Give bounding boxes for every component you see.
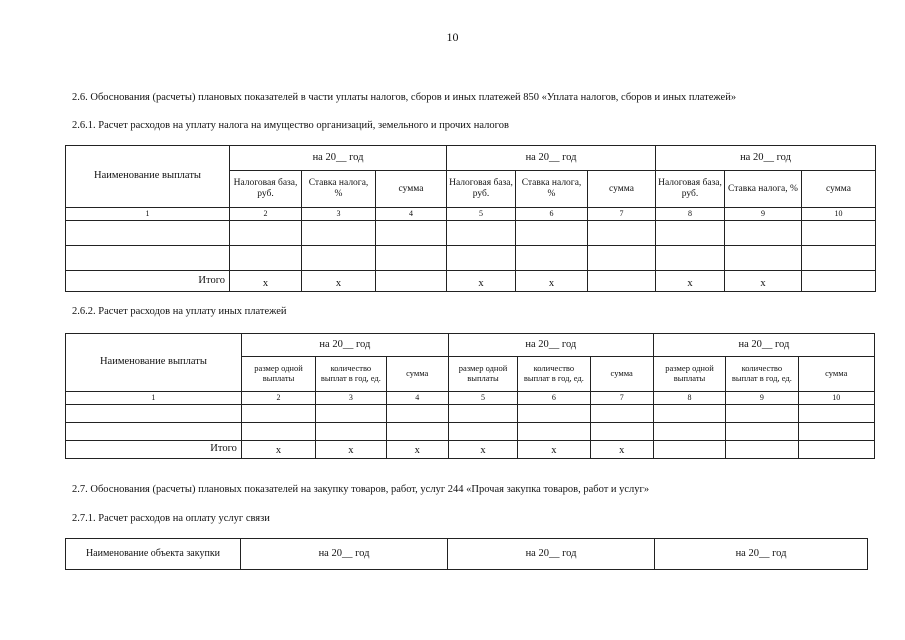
sum-header: сумма — [802, 171, 876, 208]
table-cell[interactable] — [518, 423, 590, 441]
name-header: Наименование выплаты — [66, 334, 242, 392]
table-row — [66, 423, 875, 441]
column-number: 3 — [302, 208, 376, 221]
column-number: 8 — [656, 208, 725, 221]
table-cell[interactable] — [302, 221, 376, 246]
table-cell[interactable] — [376, 246, 447, 271]
x-mark: х — [241, 441, 315, 459]
x-mark: х — [447, 271, 516, 292]
table-cell[interactable] — [802, 221, 876, 246]
table-cell[interactable] — [516, 221, 588, 246]
table-cell[interactable] — [230, 246, 302, 271]
table-cell[interactable] — [588, 221, 656, 246]
year-header: на 20__ год — [448, 539, 655, 570]
column-number: 10 — [798, 392, 874, 405]
payment-count-header: количество выплат в год, ед. — [316, 357, 386, 392]
payment-count-header: количество выплат в год, ед. — [726, 357, 798, 392]
table-cell[interactable] — [798, 441, 874, 459]
table-cell[interactable] — [448, 423, 517, 441]
x-mark: х — [386, 441, 448, 459]
year-header: на 20__ год — [653, 334, 874, 357]
column-number-row — [66, 392, 875, 405]
table-cell[interactable] — [241, 405, 315, 423]
column-number: 1 — [66, 208, 230, 221]
table-cell[interactable] — [590, 405, 653, 423]
object-name-header: Наименование объекта закупки — [66, 539, 241, 570]
table-cell[interactable] — [653, 423, 725, 441]
payment-size-header: размер одной выплаты — [241, 357, 315, 392]
year-header: на 20__ год — [241, 334, 448, 357]
table-cell[interactable] — [726, 423, 798, 441]
table-cell[interactable] — [802, 246, 876, 271]
table-cell[interactable] — [656, 221, 725, 246]
table-row — [66, 405, 875, 423]
total-row — [66, 441, 875, 459]
tax-rate-header: Ставка налога, % — [302, 171, 376, 208]
column-number: 9 — [725, 208, 802, 221]
section-2-7: 2.7. Обоснования (расчеты) плановых показателей на закупку товаров, работ, услуг 244 «Прочая закупка товаров, работ и услуг» — [72, 484, 650, 495]
table-cell[interactable] — [588, 246, 656, 271]
table-cell[interactable] — [241, 423, 315, 441]
table-cell[interactable] — [653, 441, 725, 459]
year-header: на 20__ год — [655, 539, 868, 570]
table-cell[interactable] — [66, 221, 230, 246]
sum-header: сумма — [588, 171, 656, 208]
payment-count-header: количество выплат в год, ед. — [518, 357, 590, 392]
table-cell[interactable] — [798, 405, 874, 423]
x-mark: х — [590, 441, 653, 459]
section-2-7-1: 2.7.1. Расчет расходов на оплату услуг связи — [72, 513, 270, 524]
column-number: 9 — [726, 392, 798, 405]
x-mark: х — [230, 271, 302, 292]
total-label: Итого — [66, 441, 242, 459]
column-number: 4 — [386, 392, 448, 405]
tax-rate-header: Ставка налога, % — [516, 171, 588, 208]
table-cell[interactable] — [448, 405, 517, 423]
column-number: 5 — [447, 208, 516, 221]
table-cell[interactable] — [516, 246, 588, 271]
sum-header: сумма — [590, 357, 653, 392]
column-number: 5 — [448, 392, 517, 405]
column-number: 7 — [590, 392, 653, 405]
x-mark: х — [725, 271, 802, 292]
section-2-6-2: 2.6.2. Расчет расходов на уплату иных платежей — [72, 306, 287, 317]
table-row — [66, 221, 876, 246]
table-cell[interactable] — [316, 405, 386, 423]
table-cell[interactable] — [726, 405, 798, 423]
table-cell[interactable] — [656, 246, 725, 271]
total-label: Итого — [66, 271, 230, 292]
column-number: 7 — [588, 208, 656, 221]
communication-services-table — [65, 538, 868, 570]
x-mark: х — [656, 271, 725, 292]
table-row — [66, 246, 876, 271]
x-mark: х — [516, 271, 588, 292]
x-mark: х — [448, 441, 517, 459]
column-number: 3 — [316, 392, 386, 405]
column-number: 2 — [241, 392, 315, 405]
section-2-6-1: 2.6.1. Расчет расходов на уплату налога на имущество организаций, земельного и прочих налогов — [72, 120, 509, 131]
table-cell[interactable] — [447, 221, 516, 246]
tax-base-header: Налоговая база, руб. — [656, 171, 725, 208]
table-cell[interactable] — [316, 423, 386, 441]
table-cell[interactable] — [230, 221, 302, 246]
payment-size-header: размер одной выплаты — [653, 357, 725, 392]
table-cell[interactable] — [386, 405, 448, 423]
table-cell[interactable] — [725, 221, 802, 246]
table-cell[interactable] — [386, 423, 448, 441]
payment-size-header: размер одной выплаты — [448, 357, 517, 392]
sum-header: сумма — [376, 171, 447, 208]
year-header: на 20__ год — [241, 539, 448, 570]
year-header: на 20__ год — [448, 334, 653, 357]
tax-base-header: Налоговая база, руб. — [230, 171, 302, 208]
table-cell[interactable] — [376, 271, 447, 292]
column-number: 1 — [66, 392, 242, 405]
column-number-row — [66, 208, 876, 221]
x-mark: х — [518, 441, 590, 459]
table-cell[interactable] — [588, 271, 656, 292]
table-cell[interactable] — [66, 405, 242, 423]
column-number: 6 — [516, 208, 588, 221]
table-cell[interactable] — [798, 423, 874, 441]
table-cell[interactable] — [66, 246, 230, 271]
tax-rate-header: Ставка налога, % — [725, 171, 802, 208]
table-cell[interactable] — [447, 246, 516, 271]
column-number: 2 — [230, 208, 302, 221]
table-cell[interactable] — [802, 271, 876, 292]
table-cell[interactable] — [725, 246, 802, 271]
total-row — [66, 271, 876, 292]
year-header: на 20__ год — [230, 146, 447, 171]
x-mark: х — [302, 271, 376, 292]
sum-header: сумма — [386, 357, 448, 392]
column-number: 10 — [802, 208, 876, 221]
table-cell[interactable] — [66, 423, 242, 441]
column-number: 8 — [653, 392, 725, 405]
table-cell[interactable] — [376, 221, 447, 246]
tax-table — [65, 145, 876, 292]
x-mark: х — [316, 441, 386, 459]
table-cell[interactable] — [302, 246, 376, 271]
tax-base-header: Налоговая база, руб. — [447, 171, 516, 208]
table-cell[interactable] — [653, 405, 725, 423]
table-cell[interactable] — [726, 441, 798, 459]
column-number: 6 — [518, 392, 590, 405]
other-payments-table — [65, 333, 875, 459]
year-header: на 20__ год — [656, 146, 876, 171]
year-header: на 20__ год — [447, 146, 656, 171]
table-cell[interactable] — [518, 405, 590, 423]
page-number: 10 — [446, 30, 459, 44]
table-cell[interactable] — [590, 423, 653, 441]
section-2-6: 2.6. Обоснования (расчеты) плановых показателей в части уплаты налогов, сборов и иных платежей 850 «Уплата налогов, сборов и иных платежей» — [72, 92, 737, 103]
column-number: 4 — [376, 208, 447, 221]
sum-header: сумма — [798, 357, 874, 392]
name-header: Наименование выплаты — [66, 146, 230, 208]
